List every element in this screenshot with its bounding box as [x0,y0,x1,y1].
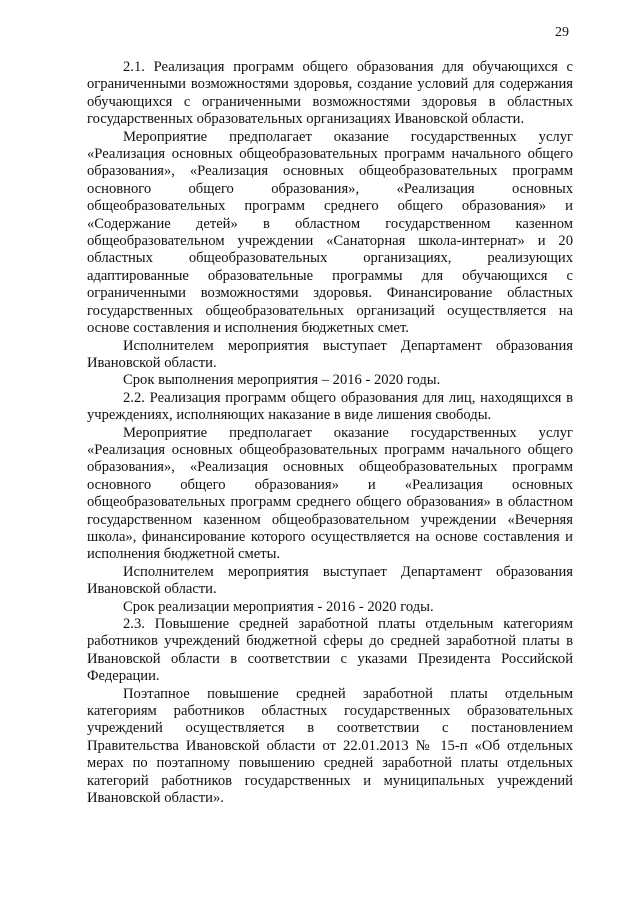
paragraph-2-1-executor: Исполнителем мероприятия выступает Департамент образования Ивановской области. [87,337,573,371]
paragraph-2-3-heading: 2.3. Повышение средней заработной платы отдельным категориям работников учреждений бюджетной сферы до средней заработной платы в Ивановской области в соответствии с указами Президента Российской Федерации. [87,616,573,685]
paragraph-2-1-term: Срок выполнения мероприятия – 2016 - 2020 годы. [123,372,441,389]
paragraph-2-1-heading: 2.1. Реализация программ общего образования для обучающихся с ограниченными возможностями здоровья, создание условий для содержания обучающихся с ограниченными возможностями здоровья в областных государственных образовательных организациях Ивановской области. [87,59,573,128]
paragraph-2-2-term: Срок реализации мероприятия - 2016 - 2020 годы. [123,598,434,615]
paragraph-2-3-description: Поэтапное повышение средней заработной платы отдельным категориям работников областных государственных образовательных учреждений осуществляется в соответствии с постановлением Правительства Ивановской области от 22.01.2013 № 15-п «Об отдельных мерах по поэтапному повышению средней заработной платы отдельных категорий работников государственных и муниципальных учреждений Ивановской области». [87,685,573,807]
paragraph-2-1-description: Мероприятие предполагает оказание государственных услуг «Реализация основных общеобразовательных программ начального общего образования», «Реализация основных общеобразовательных программ основного общего образования», «Реализация основных общеобразовательных программ среднего общего образования» и «Содержание детей» в областном государственном казенном общеобразовательном учреждении «Санаторная школа-интернат» и 20 областных общеобразовательных организациях, реализующих адаптированные образовательные программы для обучающихся с ограниченными возможностями здоровья. Финансирование областных государственных общеобразовательных организаций осуществляется на основе составления и исполнения бюджетных смет. [87,128,573,337]
document-body [87,59,573,807]
paragraph-2-2-executor: Исполнителем мероприятия выступает Департамент образования Ивановской области. [87,563,573,598]
paragraph-2-2-heading: 2.2. Реализация программ общего образования для лиц, находящихся в учреждениях, исполняющих наказание в виде лишения свободы. [87,389,573,424]
page-number: 29 [555,25,569,40]
paragraph-2-2-description: Мероприятие предполагает оказание государственных услуг «Реализация основных общеобразовательных программ начального общего образования», «Реализация основных общеобразовательных программ основного общего образования» и «Реализация основных общеобразовательных программ среднего общего образования» в областном государственном казенном общеобразовательном учреждении «Вечерняя школа», финансирование которого осуществляется на основе составления и исполнения бюджетной сметы. [87,424,573,563]
